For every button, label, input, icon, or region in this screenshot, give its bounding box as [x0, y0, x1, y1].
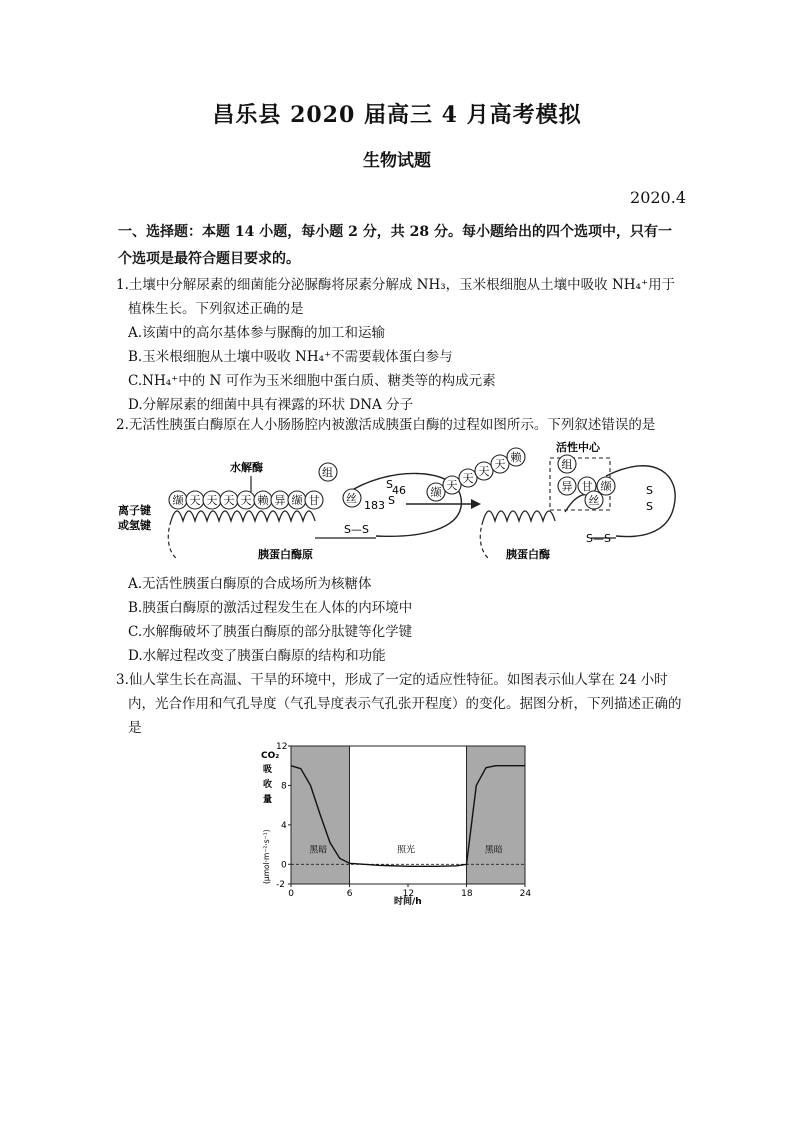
- peptide-residue-label: 天: [494, 458, 506, 471]
- hbond-label: 或氢键: [118, 519, 151, 532]
- region-label: 照光: [397, 845, 416, 856]
- trypsin-residue-label: 甘: [581, 480, 593, 493]
- left-ss-label: S—S: [344, 523, 369, 536]
- peptide-residue-label: 天: [478, 465, 490, 478]
- x-tick-label: 12: [402, 889, 415, 899]
- x-tick-label: 18: [461, 889, 473, 899]
- question-1-option-c: C.NH₄⁺中的 N 可作为玉米细胞中蛋白质、糖类等的构成元素: [128, 373, 496, 389]
- region-label: 黑暗: [309, 845, 328, 856]
- exam-date: 2020.4: [630, 188, 686, 207]
- y-axis-label-top: CO₂: [261, 751, 280, 761]
- left-s-bottom: S: [388, 494, 395, 507]
- co2-absorption-chart: [255, 738, 535, 908]
- right-residue-chain: [558, 455, 615, 509]
- section-heading: 一、选择题：本题 14 小题，每小题 2 分，共 28 分。每小题给出的四个选项中，只有一个选项是最符合题目要求的。: [118, 224, 672, 267]
- zymogen-residue-label: 赖: [257, 494, 269, 507]
- x-tick-label: 0: [288, 889, 295, 899]
- y-tick-label: 0: [281, 860, 287, 871]
- zymogen-residue-label: 天: [240, 494, 252, 507]
- question-3-stem: 3.仙人掌生长在高温、干旱的环境中，形成了一定的适应性特征。如图表示仙人掌在 24 小时内，光合作用和气孔导度（气孔导度表示气孔张开程度）的变化。据图分析，下列描述正确的是: [116, 672, 682, 736]
- y-tick-label: 4: [281, 820, 287, 831]
- trypsin-label: 胰蛋白酶: [506, 548, 550, 561]
- question-2-options: [116, 572, 688, 668]
- active-center-label: 活性中心: [556, 441, 600, 454]
- trypsin-residue-label: 缬: [600, 480, 612, 493]
- page-subtitle: 生物试题: [363, 151, 431, 171]
- zymogen-residue-label: 异: [274, 494, 286, 507]
- page-title: 昌乐县 2020 届高三 4 月高考模拟: [212, 102, 582, 128]
- residue-183-label: 183: [364, 499, 385, 512]
- trypsin-activation-diagram: [116, 436, 696, 566]
- question-2-option-d: D.水解过程改变了胰蛋白酶原的结构和功能: [128, 648, 386, 664]
- question-2: [116, 413, 688, 437]
- y-axis-label-char: 收: [263, 780, 273, 790]
- x-axis-label: 时间/h: [394, 897, 422, 907]
- question-1: [116, 273, 688, 417]
- left-labels: [118, 460, 406, 561]
- y-tick-label: 8: [281, 781, 287, 792]
- left-residue-chain: [169, 491, 323, 509]
- zymogen-residue-label: 天: [189, 494, 201, 507]
- right-s-top: S: [646, 484, 653, 497]
- hydrolase-label: 水解酶: [230, 461, 263, 474]
- question-1-option-d: D.分解尿素的细菌中具有裸露的环状 DNA 分子: [128, 397, 414, 413]
- ionic-bond-label: 离子键: [118, 504, 151, 517]
- x-tick-label: 24: [519, 889, 532, 899]
- released-peptide: [427, 448, 525, 501]
- peptide-residue-label: 天: [462, 472, 474, 485]
- peptide-residue-label: 天: [446, 479, 458, 492]
- zymogen-residue-label: 缬: [291, 494, 303, 507]
- x-tick-label: 6: [346, 889, 353, 899]
- left-s-top: S: [386, 478, 393, 491]
- y-tick-label: -2: [276, 880, 285, 890]
- question-1-option-a: A.该菌中的高尔基体参与脲酶的加工和运输: [128, 325, 386, 341]
- y-axis-unit: (μmol·m⁻²·s⁻¹): [262, 829, 271, 884]
- trypsin-residue-label: 异: [561, 480, 573, 493]
- zymogen-residue-label: 天: [206, 494, 218, 507]
- trypsin-residue-label: 组: [561, 458, 573, 471]
- residue-si-left: 丝: [346, 492, 357, 505]
- zymogen-residue-label: 缬: [172, 494, 184, 507]
- question-1-option-b: B.玉米根细胞从土壤中吸收 NH₄⁺不需要载体蛋白参与: [128, 349, 453, 365]
- peptide-residue-label: 缬: [430, 486, 442, 499]
- question-2-option-b: B.胰蛋白酶原的激活过程发生在人体的内环境中: [128, 600, 413, 616]
- peptide-residue-label: 赖: [510, 451, 522, 464]
- trypsin-residue-label: 丝: [588, 494, 600, 507]
- right-s-bottom: S: [646, 500, 653, 513]
- residue-46-label: 46: [392, 484, 406, 497]
- y-axis-label-char: 吸: [263, 765, 273, 775]
- question-1-stem: 1.土壤中分解尿素的细菌能分泌脲酶将尿素分解成 NH₃，玉米根细胞从土壤中吸收 NH₄⁺用于植株生长。下列叙述正确的是: [116, 277, 676, 317]
- dark-region-right: [467, 746, 526, 884]
- question-2-option-c: C.水解酶破坏了胰蛋白酶原的部分肽键等化学键: [128, 624, 413, 640]
- residue-zu-left: 组: [322, 466, 333, 479]
- zymogen-residue-label: 甘: [308, 494, 320, 507]
- question-2-option-a: A.无活性胰蛋白酶原的合成场所为核糖体: [128, 576, 372, 592]
- y-tick-label: 12: [276, 742, 288, 752]
- zymogen-residue-label: 天: [223, 494, 235, 507]
- y-axis-label-char: 量: [263, 795, 273, 805]
- zymogen-label: 胰蛋白酶原: [258, 548, 313, 561]
- region-label: 黑暗: [484, 845, 503, 856]
- question-3: [116, 668, 688, 740]
- right-ss-label: S—S: [586, 532, 611, 545]
- question-2-stem: 2.无活性胰蛋白酶原在人小肠肠腔内被激活成胰蛋白酶的过程如图所示。下列叙述错误的是: [116, 417, 656, 433]
